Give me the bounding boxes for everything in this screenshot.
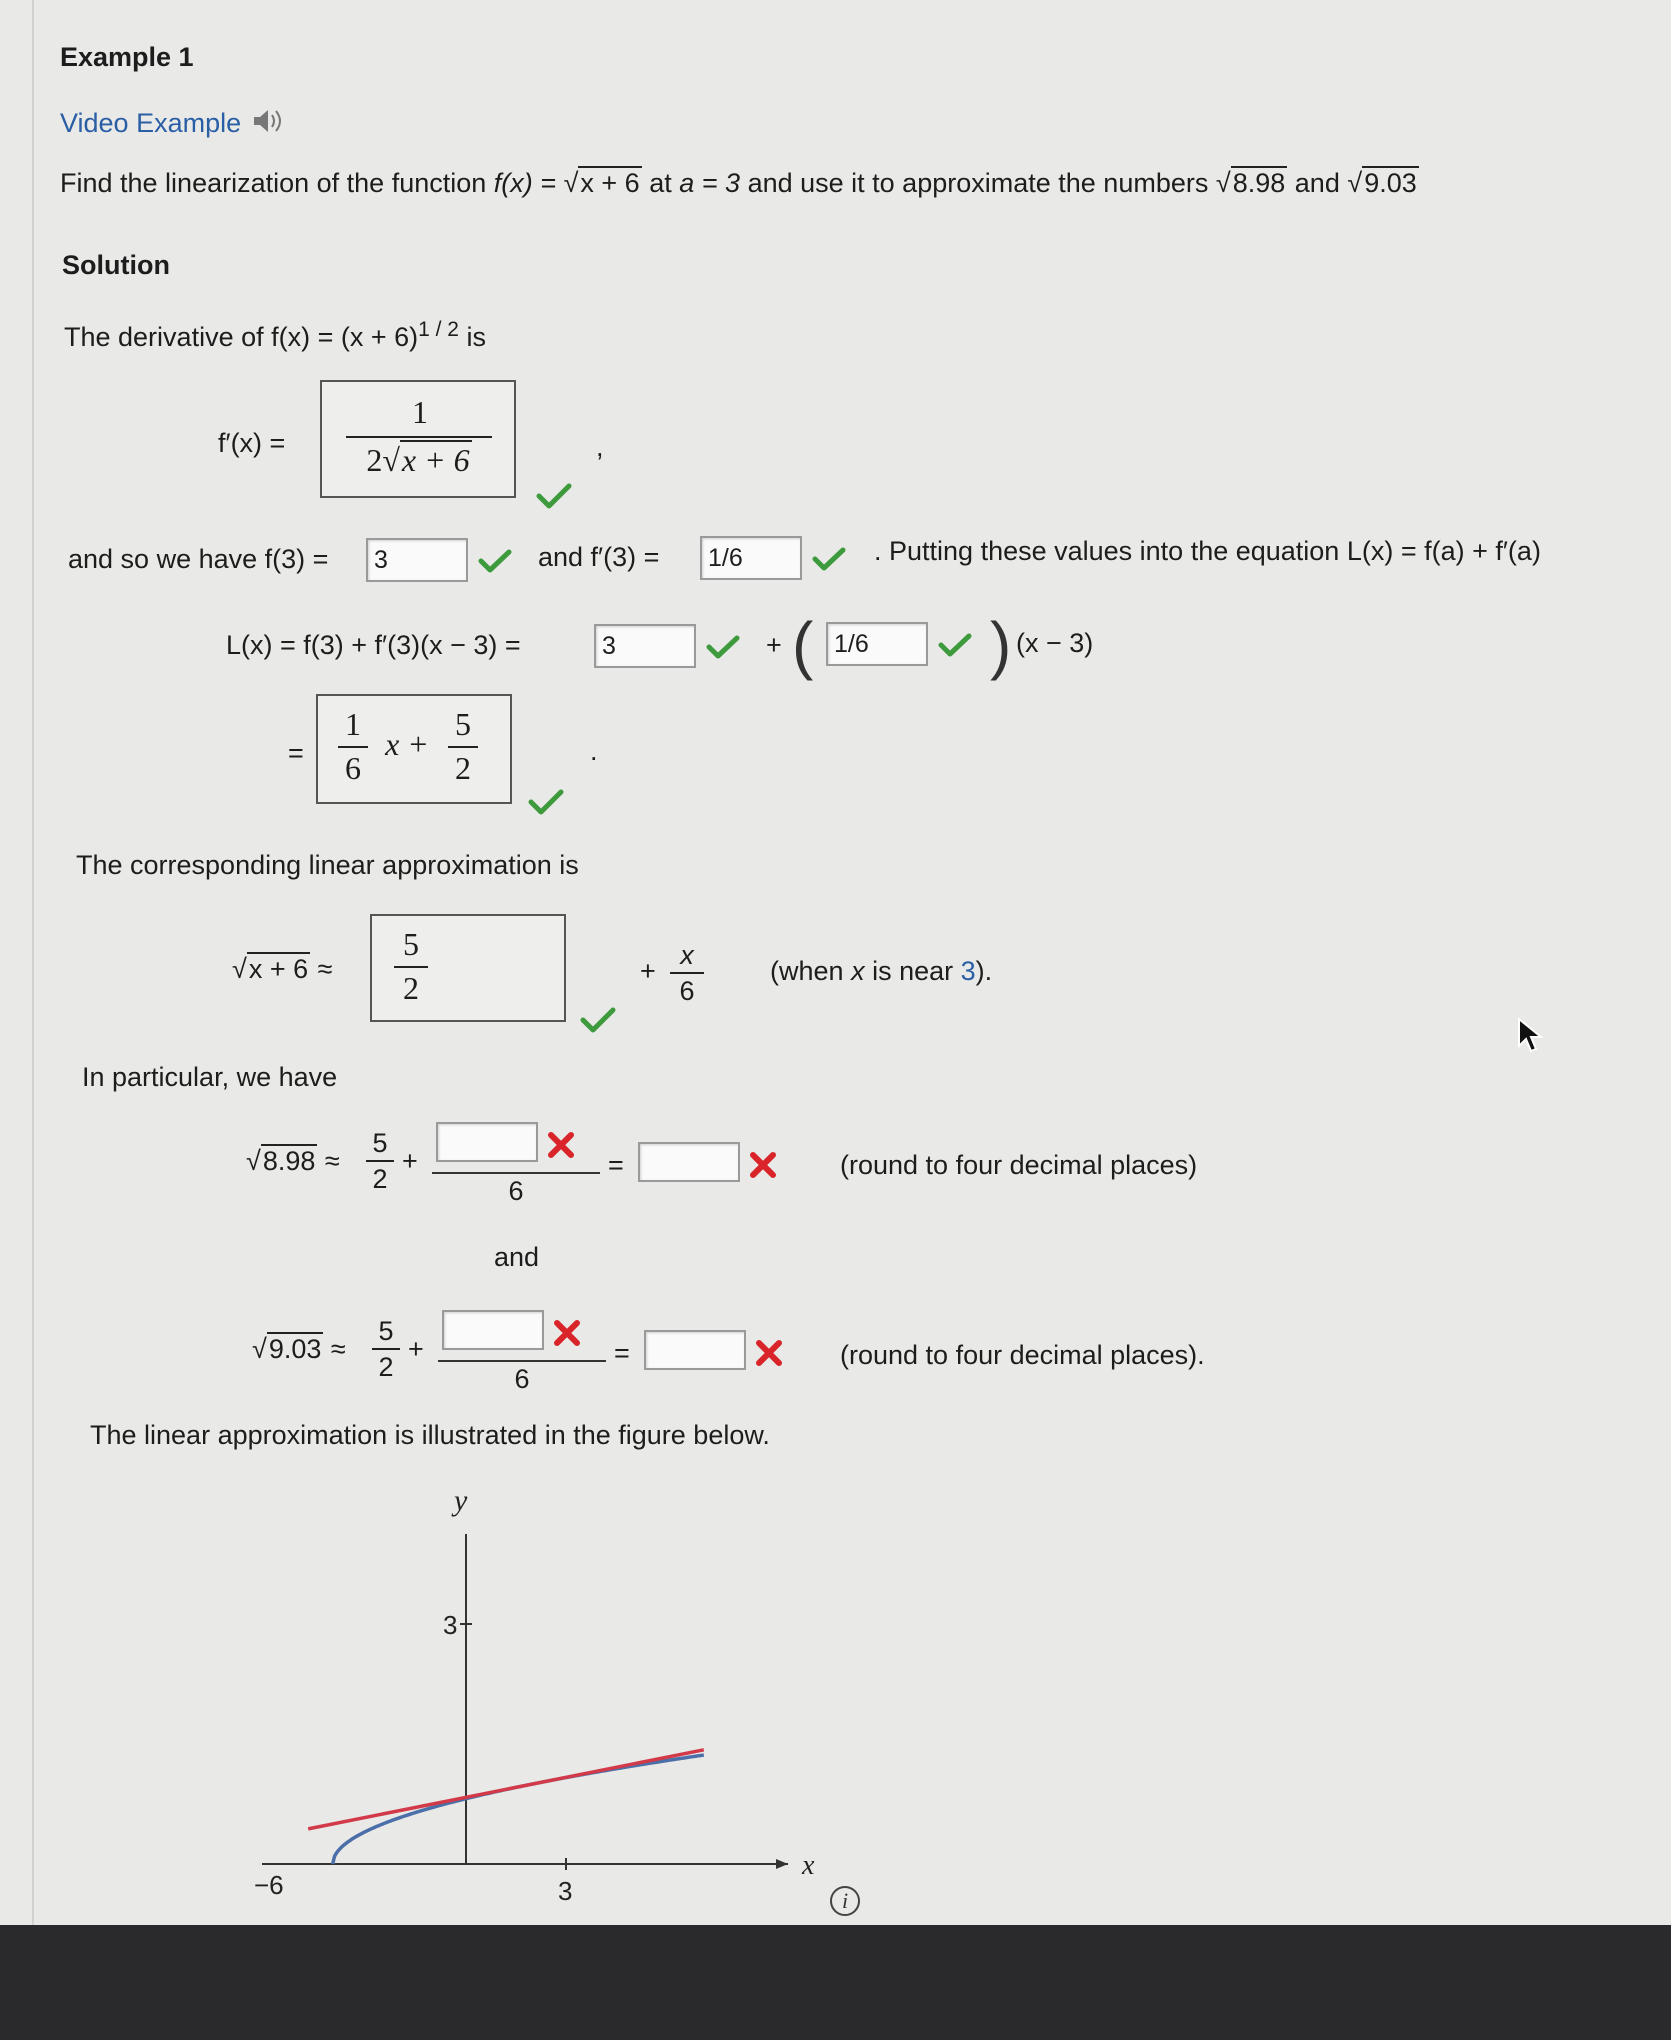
approx-sign: ≈ [317, 954, 333, 984]
problem-sqrt: √x + 6 [563, 168, 640, 198]
problem-func-rad: x + 6 [580, 168, 640, 198]
figure-intro: The linear approximation is illustrated in the figure below. [90, 1420, 770, 1450]
approx-box-bar [394, 966, 428, 968]
x-axis-arrow [776, 1859, 788, 1869]
x-mark-icon [754, 1338, 784, 1368]
speaker-icon[interactable] [251, 106, 285, 136]
approx-rad: x + 6 [248, 954, 309, 984]
approx2-eq: = [614, 1338, 630, 1368]
simp-frac2-den: 2 [455, 750, 471, 786]
simp-frac1-num: 1 [345, 706, 361, 742]
approx1-lhs [246, 1146, 340, 1177]
approx-note [770, 956, 992, 987]
approx-note-mid: is near [872, 956, 954, 986]
left-paren: ( [792, 609, 814, 681]
example-title: Example 1 [60, 42, 194, 72]
fprime-lhs: f′(x) = [218, 428, 286, 458]
problem-sqrt-num2: √9.03 [1347, 168, 1417, 198]
problem-at: at [649, 168, 672, 198]
approx2-numerator-input[interactable] [442, 1310, 544, 1350]
approx2-note: (round to four decimal places). [840, 1340, 1205, 1370]
check-icon [938, 632, 972, 658]
approx1-note: (round to four decimal places) [840, 1150, 1198, 1180]
values-part1: and so we have f(3) = [68, 544, 329, 574]
approx-frac-bar [670, 972, 704, 974]
approx1-half-num: 5 [372, 1128, 388, 1158]
approx-sqrt: √x + 6 [232, 954, 309, 984]
approx-note-val: 3 [960, 956, 976, 986]
problem-mid: and use it to approximate the numbers [747, 168, 1209, 198]
check-icon [478, 548, 512, 574]
check-icon [706, 634, 740, 660]
approx1-plus: + [402, 1146, 418, 1176]
approx-intro: The corresponding linear approximation is [76, 850, 579, 880]
derivative-line [64, 318, 486, 353]
approx-box-den: 2 [403, 970, 419, 1006]
approx2-lhs [252, 1334, 346, 1365]
approx2-den: 6 [514, 1364, 530, 1394]
approx-lhs [232, 954, 332, 985]
x-tick-label-left: −6 [254, 1870, 284, 1900]
info-icon[interactable]: i [830, 1886, 860, 1916]
simp-frac2-num: 5 [455, 706, 471, 742]
problem-and: and [1294, 168, 1340, 198]
linear-tail: (x − 3) [1016, 628, 1094, 658]
x-tick-label-right: 3 [558, 1876, 573, 1906]
simp-var: x + [385, 726, 429, 762]
problem-a-value: a = 3 [679, 168, 741, 198]
sqrt-curve [333, 1755, 704, 1864]
approx-note-post: ). [975, 956, 993, 986]
video-example-link[interactable] [60, 106, 285, 139]
check-icon [812, 546, 846, 572]
derivative-exponent: 1 / 2 [418, 318, 459, 341]
linear-f3-input[interactable]: 3 [594, 624, 696, 668]
right-paren: ) [990, 609, 1012, 681]
linear-fprime3-input[interactable]: 1/6 [826, 622, 928, 666]
problem-num1: 8.98 [1232, 168, 1286, 198]
approx1-result-input[interactable] [638, 1142, 740, 1182]
simp-frac2-bar [448, 746, 478, 748]
video-example-label: Video Example [60, 108, 242, 138]
approx1-half-den: 2 [372, 1164, 388, 1194]
fprime-answer-box[interactable] [320, 380, 516, 498]
values-part3: . Putting these values into the equation L(x) = f(a) + f′(a) [874, 536, 1541, 566]
problem-statement [60, 168, 1419, 199]
fprime-den-sqrt: √x + 6 [382, 442, 470, 478]
approx2-fraction-bar [438, 1360, 606, 1362]
x-axis-label: x [802, 1850, 815, 1881]
fprime-den-rad: x + 6 [401, 442, 470, 478]
fprime-den-coef: 2 [366, 442, 383, 478]
check-icon [536, 482, 572, 510]
fprime-fraction-bar [346, 436, 492, 438]
linear-lhs: L(x) = f(3) + f′(3)(x − 3) = [226, 630, 521, 660]
mouse-cursor-icon [1516, 1016, 1546, 1056]
f3-input[interactable]: 3 [366, 538, 468, 582]
approx1-den: 6 [508, 1176, 524, 1206]
values-part2: and f′(3) = [538, 542, 660, 572]
y-tick-label: 3 [443, 1610, 458, 1640]
problem-num2: 9.03 [1364, 168, 1417, 198]
derivative-suffix: is [466, 322, 487, 352]
check-icon [580, 1006, 616, 1034]
check-icon [528, 788, 564, 816]
screen-bezel [0, 1925, 1671, 2040]
fprime-comma: , [596, 432, 604, 462]
approx2-half-den: 2 [378, 1352, 394, 1382]
approx1-eq: = [608, 1150, 624, 1180]
approx1-numerator-input[interactable] [436, 1122, 538, 1162]
x-mark-icon [546, 1130, 576, 1160]
approx1-sign: ≈ [324, 1146, 340, 1176]
approx-frac-den: 6 [679, 976, 695, 1006]
derivative-text: The derivative of f(x) = (x + 6) [64, 322, 419, 352]
tangent-line [308, 1750, 704, 1829]
approx2-result-input[interactable] [644, 1330, 746, 1370]
approx1-rad: 8.98 [262, 1146, 316, 1176]
approx2-rad: 9.03 [268, 1334, 322, 1364]
approx1-sqrt: √8.98 [246, 1146, 316, 1176]
simp-frac1-den: 6 [345, 750, 361, 786]
approx2-plus: + [408, 1334, 424, 1364]
approx1-half-bar [366, 1160, 394, 1162]
approx2-half-bar [372, 1348, 400, 1350]
approx1-fraction-bar [432, 1172, 600, 1174]
linearization-graph [240, 1480, 880, 1920]
approx-answer-box[interactable] [370, 914, 566, 1022]
approx2-sqrt: √9.03 [252, 1334, 322, 1364]
simplified-period: . [590, 736, 598, 766]
fprime-denominator [346, 442, 492, 479]
left-border [32, 0, 34, 1925]
simp-frac1-bar [338, 746, 368, 748]
y-axis-label: y [454, 1484, 468, 1517]
approx-box-num: 5 [403, 926, 419, 962]
solution-heading: Solution [62, 250, 170, 280]
particular-intro: In particular, we have [82, 1062, 338, 1092]
fprime-numerator: 1 [412, 394, 428, 430]
problem-sqrt-num1: √8.98 [1215, 168, 1286, 198]
simplified-eq: = [288, 738, 304, 768]
approx-plus: + [640, 956, 656, 986]
problem-prefix: Find the linearization of the function [60, 168, 487, 198]
approx-note-pre: (when [770, 956, 844, 986]
problem-func-lhs: f(x) = [493, 168, 557, 198]
x-mark-icon [748, 1150, 778, 1180]
fprime3-input[interactable]: 1/6 [700, 536, 802, 580]
approx-note-var: x [851, 956, 865, 986]
and-word: and [494, 1242, 540, 1272]
approx2-sign: ≈ [330, 1334, 346, 1364]
linear-plus: + [766, 630, 782, 660]
simplified-answer-box[interactable] [316, 694, 512, 804]
approx-frac-num: x [680, 940, 694, 970]
approx2-half-num: 5 [378, 1316, 394, 1346]
x-mark-icon [552, 1318, 582, 1348]
